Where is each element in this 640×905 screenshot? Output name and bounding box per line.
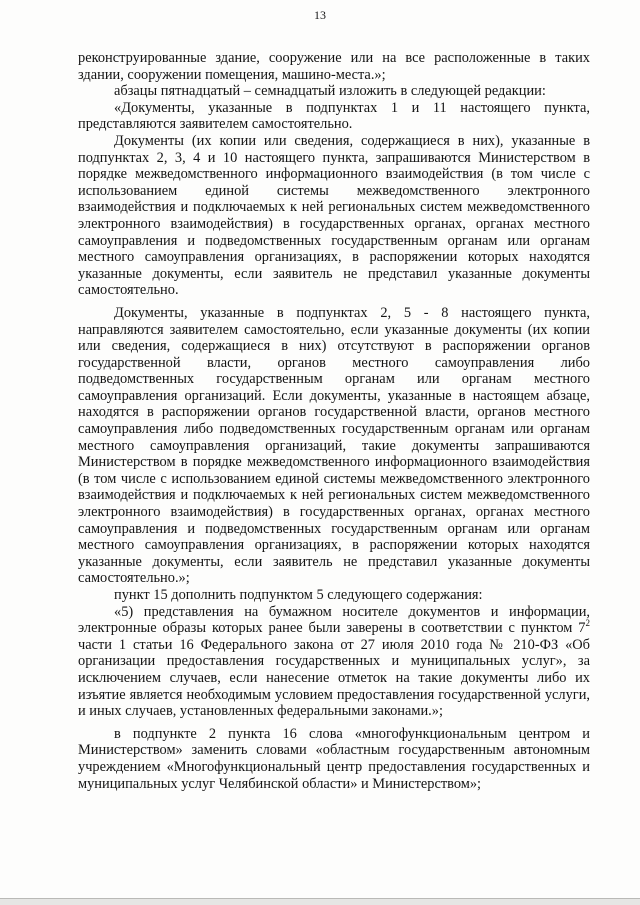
scan-bottom-edge xyxy=(0,898,640,905)
paragraph-3: «Документы, указанные в подпунктах 1 и 11 настоящего пункта, представляются заявителем самостоятельно. xyxy=(78,99,590,133)
paragraph-7-text-before: «5) представления на бумажном носителе документов и информации, электронные образы которых ранее были заверены в соответствии с пунктом 7 xyxy=(78,603,590,637)
paragraph-1: реконструированные здание, сооружение или на все расположенные в таких здании, сооружении помещения, машино-места.»; xyxy=(78,50,590,83)
paragraph-8: в подпункте 2 пункта 16 слова «многофункциональным центром и Министерством» заменить словами «областным государственным автономным учреждением «Многофункциональный центр предоставления государственных и муниципальных услуг Челябинской области» и Министерством»; xyxy=(78,725,590,792)
paragraph-4: Документы (их копии или сведения, содержащиеся в них), указанные в подпунктах 2, 3, 4 и 10 настоящего пункта, запрашиваются Министерством в порядке межведомственного информационного взаимодействия (в том числе с использованием единой системы межведомственного электронного взаимодействия и подключаемых к ней региональных систем межведомственного электронного взаимодействия) в государственных органах, органах местного самоуправления и подведомственных государственным органам или органам местного самоуправления организациях, в распоряжении которых находятся указанные документы, если заявитель не представил указанные документы самостоятельно. xyxy=(78,132,590,299)
paragraph-6: пункт 15 дополнить подпунктом 5 следующего содержания: xyxy=(114,587,483,603)
paragraph-5: Документы, указанные в подпунктах 2, 5 - 8 настоящего пункта, направляются заявителем самостоятельно, если указанные документы (их копии или сведения, содержащиеся в них) отсутствуют в распоряжении органов государственной власти, органов местного самоуправления либо подведомственных государственным органам или органам местного самоуправления организаций. Если документы, указанные в настоящем абзаце, находятся в распоряжении органов государственной власти, органов местного самоуправления либо подведомственных государственным органам или органам местного самоуправления организаций, такие документы запрашиваются Министерством в порядке межведомственного информационного взаимодействия (в том числе с использованием единой системы межведомственного электронного взаимодействия и подключаемых к ней региональных систем межведомственного электронного взаимодействия) в государственных органах, органах местного самоуправления и подведомственных государственным органам или органам местного самоуправления организациях, в распоряжении которых находятся указанные документы, если заявитель не представил указанные документы самостоятельно.»; xyxy=(78,304,590,587)
page-number: 13 xyxy=(314,8,326,22)
paragraph-7-text-after: части 1 статьи 16 Федерального закона от 27 июля 2010 года № 210-ФЗ «Об организации предоставления государственных и муниципальных услуг», за исключением случаев, если нанесение отметок на такие документы либо их изъятие является необходимым условием предоставления государственной услуги, и иных случаев, установленных федеральными законами.»; xyxy=(78,636,590,720)
paragraph-2: абзацы пятнадцатый – семнадцатый изложить в следующей редакции: xyxy=(114,83,546,100)
paragraph-7 xyxy=(78,604,590,720)
superscript-footnote: 2 xyxy=(585,618,590,629)
document-text xyxy=(78,50,590,792)
